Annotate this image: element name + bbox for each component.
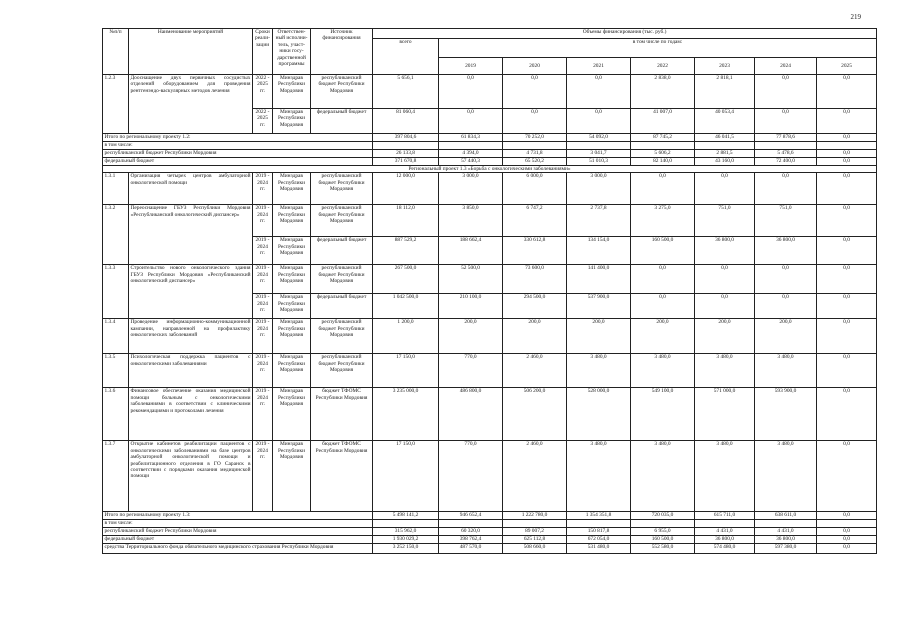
cell-year-value: 3 480,0 — [567, 354, 631, 388]
measure-name: Дооснащение двух первичных сосудистых отделений оборудованием для проведения рентгенэндо-васкулярных методов лечения — [129, 75, 253, 134]
cell-year-value — [439, 520, 503, 528]
cell-year-value: 0,0 — [817, 205, 877, 237]
measure-term: 2019 - 2024 гг. — [253, 173, 273, 205]
cell-year-value: 150 817,8 — [567, 528, 631, 536]
cell-year-value: 3 480,0 — [631, 354, 695, 388]
page-number: 219 — [850, 13, 861, 21]
summary-label: в том числе: — [103, 142, 373, 150]
cell-year-value: 486 800,0 — [439, 388, 503, 441]
cell-total: 1 042 500,0 — [373, 294, 439, 319]
section-title: Региональный проект 1.3 «Борьба с онкологическими заболеваниями» — [103, 166, 877, 173]
measure-source: республиканский бюджет Республики Мордовия — [311, 319, 373, 354]
cell-year-value: 89 007,2 — [503, 528, 567, 536]
cell-year-value: 552 580,0 — [631, 544, 695, 554]
cell-year-value: 6 000,0 — [503, 173, 567, 205]
cell-year-value: 3 480,0 — [567, 441, 631, 512]
cell-total: 1 200,0 — [373, 319, 439, 354]
cell-year-value: 0,0 — [567, 109, 631, 134]
cell-year-value: 4 431,0 — [695, 528, 755, 536]
header-name: Наименование мероприятий — [129, 29, 253, 75]
measure-executor: Минздрав Республики Мордовия — [273, 237, 311, 265]
cell-year-value: 57 440,3 — [439, 158, 503, 166]
measure-executor: Минздрав Республики Мордовия — [273, 319, 311, 354]
summary-row — [103, 520, 877, 528]
cell-year-value: 3 041,7 — [567, 150, 631, 158]
cell-year-value: 2 838,0 — [631, 75, 695, 109]
cell-year-value: 0,0 — [817, 354, 877, 388]
summary-label: республиканский бюджет Республики Мордовия — [103, 150, 373, 158]
measure-executor: Минздрав Республики Мордовия — [273, 294, 311, 319]
cell-year-value: 720 035,0 — [631, 512, 695, 520]
cell-year-value: 571 000,0 — [695, 388, 755, 441]
header-term: Сроки реали-зации — [253, 29, 273, 75]
cell-total: 81 060,4 — [373, 109, 439, 134]
cell-year-value: 160 500,0 — [631, 237, 695, 265]
cell-total: 5 498 141,2 — [373, 512, 439, 520]
cell-year-value: 672 054,0 — [567, 536, 631, 544]
cell-year-value: 0,0 — [439, 109, 503, 134]
measure-source: республиканский бюджет Республики Мордовия — [311, 354, 373, 388]
measure-row — [103, 75, 877, 109]
header-year: 2021 — [567, 58, 631, 75]
cell-year-value: 537 900,0 — [567, 294, 631, 319]
cell-year-value — [695, 520, 755, 528]
cell-year-value: 0,0 — [503, 75, 567, 109]
measure-num: 1.2.3 — [103, 75, 129, 134]
summary-row — [103, 512, 877, 520]
cell-year-value: 3 480,0 — [755, 354, 817, 388]
measure-term: 2019 - 2024 гг. — [253, 205, 273, 237]
measure-source: республиканский бюджет Республики Мордовия — [311, 173, 373, 205]
cell-total: 3 235 000,0 — [373, 388, 439, 441]
cell-year-value — [631, 142, 695, 150]
cell-year-value: 2 460,0 — [503, 354, 567, 388]
measure-name: Строительство нового онкологического здания ГБУЗ Республики Мордовия «Республиканский онкологический диспансер» — [129, 265, 253, 319]
header-year: 2022 — [631, 58, 695, 75]
cell-year-value: 160 500,0 — [631, 536, 695, 544]
measure-row — [103, 319, 877, 354]
cell-year-value: 506 200,0 — [503, 388, 567, 441]
cell-total: 3 252 150,0 — [373, 544, 439, 554]
cell-total: 12 000,0 — [373, 173, 439, 205]
cell-year-value: 6 747,2 — [503, 205, 567, 237]
measure-executor: Минздрав Республики Мордовия — [273, 441, 311, 512]
cell-year-value: 0,0 — [503, 109, 567, 134]
cell-year-value: 597 380,0 — [755, 544, 817, 554]
cell-year-value — [503, 520, 567, 528]
measure-num: 1.3.6 — [103, 388, 129, 441]
cell-year-value: 2 881,5 — [695, 150, 755, 158]
measure-row — [103, 173, 877, 205]
cell-year-value: 0,0 — [817, 319, 877, 354]
summary-label: в том числе: — [103, 520, 373, 528]
cell-year-value: 36 800,0 — [695, 237, 755, 265]
header-funding: Объемы финансирования (тыс. руб.) — [373, 29, 877, 39]
cell-year-value: 593 900,0 — [755, 388, 817, 441]
measure-name: Проведение информационно-коммуникационной кампании, направленной на профилактику онкологических заболеваний — [129, 319, 253, 354]
header-year: 2020 — [503, 58, 567, 75]
cell-year-value: 0,0 — [817, 512, 877, 520]
cell-total — [373, 142, 439, 150]
cell-year-value: 200,0 — [567, 319, 631, 354]
summary-label: федеральный бюджет — [103, 536, 373, 544]
cell-year-value — [695, 142, 755, 150]
cell-year-value — [755, 520, 817, 528]
summary-label: Итого по региональному проекту 1.3: — [103, 512, 373, 520]
cell-year-value: 5 606,2 — [631, 150, 695, 158]
measure-executor: Минздрав Республики Мордовия — [273, 388, 311, 441]
cell-year-value: 0,0 — [755, 294, 817, 319]
cell-year-value: 0,0 — [817, 528, 877, 536]
cell-total: 17 150,0 — [373, 354, 439, 388]
cell-year-value: 0,0 — [695, 265, 755, 294]
header-executor: Ответствен-ный исполни-тель, участ-ники госу-дарственной программы — [273, 29, 311, 75]
measure-num: 1.3.2 — [103, 205, 129, 265]
cell-year-value — [631, 520, 695, 528]
cell-year-value: 0,0 — [755, 265, 817, 294]
cell-year-value: 625 112,8 — [503, 536, 567, 544]
cell-year-value: 1 354 351,8 — [567, 512, 631, 520]
measure-num: 1.3.3 — [103, 265, 129, 319]
cell-year-value: 574 480,0 — [695, 544, 755, 554]
summary-row — [103, 134, 877, 142]
measure-source: федеральный бюджет — [311, 237, 373, 265]
cell-year-value: 2 460,0 — [503, 441, 567, 512]
summary-label: федеральный бюджет — [103, 158, 373, 166]
cell-year-value: 946 652,4 — [439, 512, 503, 520]
measure-term: 2019 - 2024 гг. — [253, 294, 273, 319]
cell-year-value: 0,0 — [631, 265, 695, 294]
cell-year-value — [817, 142, 877, 150]
cell-year-value: 0,0 — [695, 294, 755, 319]
cell-year-value: 3 000,0 — [567, 173, 631, 205]
cell-year-value: 615 711,0 — [695, 512, 755, 520]
measure-executor: Минздрав Республики Мордовия — [273, 173, 311, 205]
cell-year-value: 3 480,0 — [695, 354, 755, 388]
cell-year-value: 52 500,0 — [439, 265, 503, 294]
measure-num: 1.3.5 — [103, 354, 129, 388]
cell-total: 18 112,0 — [373, 205, 439, 237]
cell-total: 267 500,0 — [373, 265, 439, 294]
cell-year-value: 0,0 — [817, 544, 877, 554]
cell-year-value: 51 010,3 — [567, 158, 631, 166]
measure-term: 2019 - 2024 гг. — [253, 441, 273, 512]
measure-term: 2019 - 2024 гг. — [253, 319, 273, 354]
cell-total: 26 133,8 — [373, 150, 439, 158]
cell-year-value: 4 394,0 — [439, 150, 503, 158]
cell-year-value: 0,0 — [755, 75, 817, 109]
cell-year-value: 4 731,8 — [503, 150, 567, 158]
measure-source: федеральный бюджет — [311, 294, 373, 319]
cell-year-value: 0,0 — [439, 75, 503, 109]
summary-row — [103, 150, 877, 158]
measure-name: Открытие кабинетов реабилитации пациентов с онкологическими заболеваниями на базе центров амбулаторной онкологической помощи и реабилитационного отделения в ГО Саранск в соответствии с порядками оказания медицинской помощи — [129, 441, 253, 512]
summary-row — [103, 158, 877, 166]
cell-year-value: 751,0 — [755, 205, 817, 237]
summary-row — [103, 544, 877, 554]
cell-year-value: 6 955,0 — [631, 528, 695, 536]
cell-year-value: 0,0 — [567, 75, 631, 109]
cell-total: 5 656,1 — [373, 75, 439, 109]
measure-row — [103, 388, 877, 441]
cell-year-value: 528 000,0 — [567, 388, 631, 441]
measure-term: 2022 - 2025 гг. — [253, 75, 273, 109]
cell-year-value: 200,0 — [755, 319, 817, 354]
cell-year-value: 3 000,0 — [439, 173, 503, 205]
summary-row — [103, 142, 877, 150]
cell-year-value — [503, 142, 567, 150]
cell-year-value: 1 222 780,0 — [503, 512, 567, 520]
cell-year-value: 70 252,0 — [503, 134, 567, 142]
cell-year-value: 134 154,0 — [567, 237, 631, 265]
cell-year-value: 36 800,0 — [755, 536, 817, 544]
measure-source: республиканский бюджет Республики Мордовия — [311, 205, 373, 237]
cell-year-value: 294 500,0 — [503, 294, 567, 319]
cell-year-value: 54 092,0 — [567, 134, 631, 142]
header-num: №п/п — [103, 29, 129, 75]
cell-year-value: 0,0 — [817, 536, 877, 544]
measure-row — [103, 265, 877, 294]
cell-year-value: 0,0 — [817, 265, 877, 294]
header-year: 2024 — [755, 58, 817, 75]
measure-term: 2019 - 2024 гг. — [253, 354, 273, 388]
cell-year-value: 5 478,6 — [755, 150, 817, 158]
cell-year-value: 0,0 — [817, 441, 877, 512]
cell-year-value: 330 612,8 — [503, 237, 567, 265]
cell-year-value: 0,0 — [631, 294, 695, 319]
measure-num: 1.3.4 — [103, 319, 129, 354]
cell-year-value: 3 480,0 — [631, 441, 695, 512]
measure-term: 2022 - 2025 гг. — [253, 109, 273, 134]
cell-year-value: 0,0 — [817, 75, 877, 109]
cell-year-value: 531 480,0 — [567, 544, 631, 554]
cell-year-value: 0,0 — [695, 173, 755, 205]
cell-total: 887 529,2 — [373, 237, 439, 265]
cell-total: 397 804,6 — [373, 134, 439, 142]
cell-year-value: 0,0 — [817, 109, 877, 134]
cell-year-value: 4 431,0 — [755, 528, 817, 536]
cell-year-value: 188 662,4 — [439, 237, 503, 265]
measure-executor: Минздрав Республики Мордовия — [273, 75, 311, 109]
header-year: 2023 — [695, 58, 755, 75]
cell-year-value: 487 570,0 — [439, 544, 503, 554]
cell-year-value: 0,0 — [817, 134, 877, 142]
summary-label: Итого по региональному проекту 1.2: — [103, 134, 373, 142]
cell-year-value: 0,0 — [755, 109, 817, 134]
cell-total — [373, 520, 439, 528]
measure-source: республиканский бюджет Республики Мордовия — [311, 75, 373, 109]
measure-num: 1.3.1 — [103, 173, 129, 205]
cell-year-value: 82 140,0 — [631, 158, 695, 166]
summary-label: средства Территориального фонда обязательного медицинского страхования Республики Мордовия — [103, 544, 373, 554]
cell-year-value: 60 320,0 — [439, 528, 503, 536]
cell-year-value: 0,0 — [817, 173, 877, 205]
section-row — [103, 166, 877, 173]
cell-year-value: 43 160,0 — [695, 158, 755, 166]
cell-year-value — [567, 142, 631, 150]
header-year: 2019 — [439, 58, 503, 75]
cell-year-value: 36 800,0 — [755, 237, 817, 265]
cell-year-value: 770,0 — [439, 354, 503, 388]
measure-executor: Минздрав Республики Мордовия — [273, 265, 311, 294]
cell-total: 371 670,8 — [373, 158, 439, 166]
cell-year-value: 0,0 — [817, 150, 877, 158]
summary-row — [103, 536, 877, 544]
cell-year-value: 398 762,4 — [439, 536, 503, 544]
measure-executor: Минздрав Республики Мордовия — [273, 109, 311, 134]
measure-source: федеральный бюджет — [311, 109, 373, 134]
cell-year-value: 77 878,6 — [755, 134, 817, 142]
cell-year-value: 0,0 — [755, 173, 817, 205]
cell-total: 1 930 029,2 — [373, 536, 439, 544]
cell-year-value: 638 611,0 — [755, 512, 817, 520]
cell-year-value: 61 834,3 — [439, 134, 503, 142]
cell-year-value: 200,0 — [695, 319, 755, 354]
measure-executor: Минздрав Республики Мордовия — [273, 205, 311, 237]
cell-year-value: 73 600,0 — [503, 265, 567, 294]
measure-row — [103, 354, 877, 388]
cell-year-value: 40 053,4 — [695, 109, 755, 134]
cell-year-value: 770,0 — [439, 441, 503, 512]
cell-year-value: 0,0 — [631, 173, 695, 205]
cell-year-value — [755, 142, 817, 150]
header-source: Источник финансирования — [311, 29, 373, 75]
cell-total: 17 150,0 — [373, 441, 439, 512]
cell-year-value: 751,0 — [695, 205, 755, 237]
cell-year-value: 549 100,0 — [631, 388, 695, 441]
cell-year-value — [817, 520, 877, 528]
header-total: всего — [373, 39, 439, 75]
summary-label: республиканский бюджет Республики Мордовия — [103, 528, 373, 536]
cell-year-value: 200,0 — [439, 319, 503, 354]
cell-year-value: 87 745,2 — [631, 134, 695, 142]
measure-term: 2019 - 2024 гг. — [253, 265, 273, 294]
cell-year-value: 41 007,0 — [631, 109, 695, 134]
funding-table — [102, 28, 877, 554]
cell-year-value: 200,0 — [631, 319, 695, 354]
cell-year-value: 3 275,0 — [631, 205, 695, 237]
cell-year-value: 2 818,1 — [695, 75, 755, 109]
measure-name: Переоснащение ГБУЗ Республики Мордовия «Республиканский онкологический диспансер» — [129, 205, 253, 265]
cell-year-value: 0,0 — [817, 294, 877, 319]
cell-year-value: 0,0 — [817, 158, 877, 166]
measure-source: бюджет ТФОМС Республики Мордовия — [311, 441, 373, 512]
cell-year-value: 141 400,0 — [567, 265, 631, 294]
cell-year-value: 210 100,0 — [439, 294, 503, 319]
measure-name: Финансовое обеспечение оказания медицинской помощи больным с онкологическими заболеваниями в соответствии с клиническими рекомендациями и протоколами лечения — [129, 388, 253, 441]
cell-year-value: 72 400,0 — [755, 158, 817, 166]
summary-row — [103, 528, 877, 536]
cell-year-value: 46 041,5 — [695, 134, 755, 142]
cell-year-value — [567, 520, 631, 528]
cell-year-value: 200,0 — [503, 319, 567, 354]
cell-year-value: 3 480,0 — [695, 441, 755, 512]
measure-term: 2019 - 2024 гг. — [253, 388, 273, 441]
measure-term: 2019 - 2024 гг. — [253, 237, 273, 265]
measure-row — [103, 205, 877, 237]
measure-executor: Минздрав Республики Мордовия — [273, 354, 311, 388]
cell-year-value: 0,0 — [817, 237, 877, 265]
measure-num: 1.3.7 — [103, 441, 129, 512]
cell-year-value: 3 480,0 — [755, 441, 817, 512]
cell-year-value: 508 660,0 — [503, 544, 567, 554]
cell-year-value: 3 850,0 — [439, 205, 503, 237]
cell-total: 315 962,0 — [373, 528, 439, 536]
measure-name: Психологическая поддержка пациентов с онкологическими заболеваниями — [129, 354, 253, 388]
header-row — [103, 29, 877, 39]
cell-year-value: 36 800,0 — [695, 536, 755, 544]
funding-table-body — [103, 29, 877, 554]
measure-row — [103, 441, 877, 512]
measure-source: бюджет ТФОМС Республики Мордовия — [311, 388, 373, 441]
measure-source: республиканский бюджет Республики Мордовия — [311, 265, 373, 294]
cell-year-value: 65 520,2 — [503, 158, 567, 166]
header-by-years: в том числе по годам: — [439, 39, 877, 58]
cell-year-value: 0,0 — [817, 388, 877, 441]
cell-year-value: 2 737,8 — [567, 205, 631, 237]
header-year: 2025 — [817, 58, 877, 75]
cell-year-value — [439, 142, 503, 150]
measure-name: Организация четырех центров амбулаторной онкологической помощи — [129, 173, 253, 205]
